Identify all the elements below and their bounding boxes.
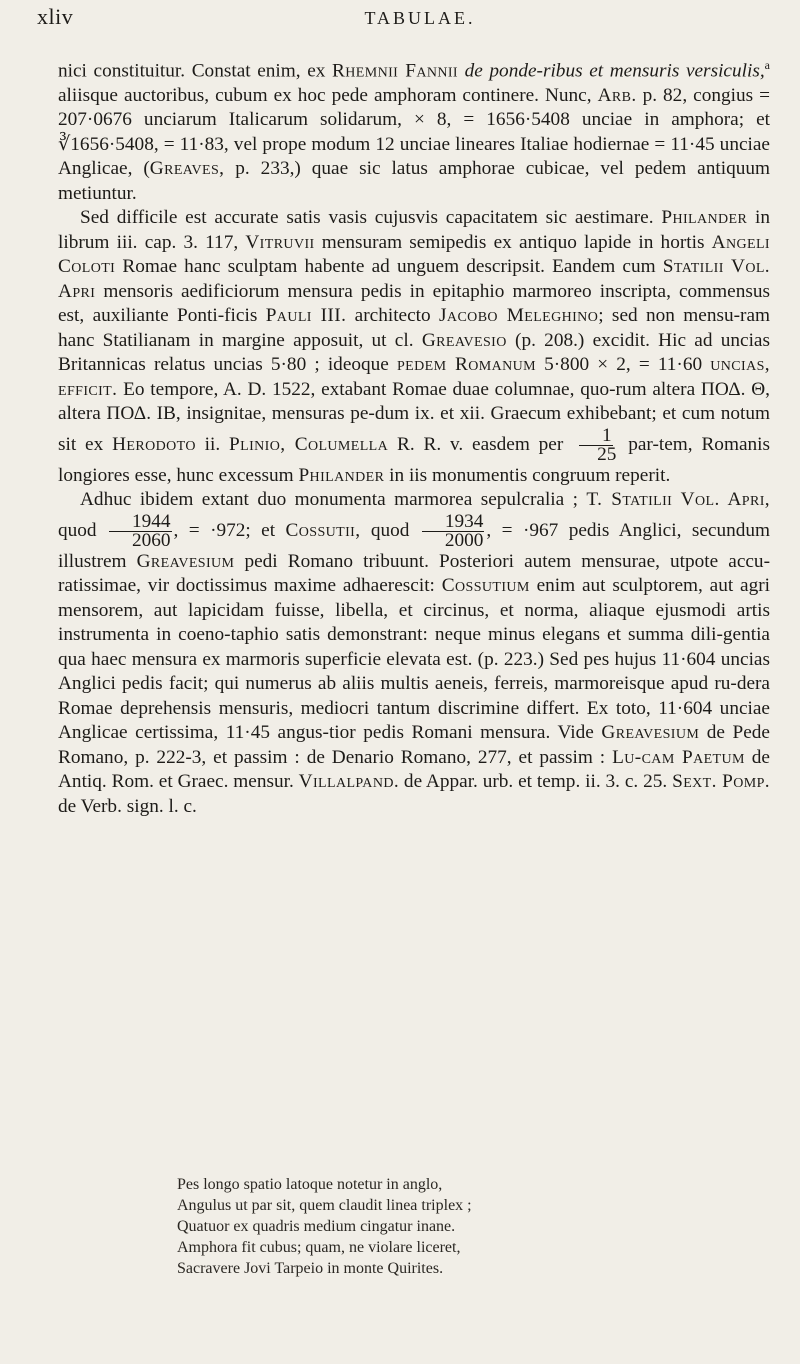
text-run: par-tem, Romanis longiores esse, hunc excessum [58,433,771,486]
text-run: de Pede Romano, p. 222-3, et passim : de Denario Romano, 277, et passim : [58,722,770,768]
emphasis-term: uncias, efficit. [58,354,770,400]
text-run: mensoris aedificiorum mensura pedis in epitaphio marmoreo inscripta, commensus est, auxiliante Ponti-ficis [58,280,770,327]
verse-line: Amphora fit cubus; quam, ne violare liceret, [177,1239,461,1256]
fraction-numerator: 1 [579,427,613,446]
fraction [574,424,617,465]
author-name: Herodoto [112,433,196,455]
paragraph-3 [58,488,770,819]
running-head: TABULAE. [364,8,476,28]
text-run: enim aut sculptorem, aut agri mensorem, aut lapicidam fuisse, libella, et circinus, et norma, aliaque ejusmodi artis instrumenta in coeno-taphio satis demonstrant: neque minus elegans et summa dili-gentia qua haec mensura ex marmoris superficie elevata est. (p. 223.) Sed pes hujus 11·604 uncias Anglici pedis facit; qui numerus ab aliis multis aeneis, ferreis, marmoreisque apud ru-dera Romae deprehensis mensuris, mediocri tantum discrimine differt. Ex toto, 11·604 unciae Anglicae certissima, 11·45 angus-tior pedis Romani mensura. Vide [58,575,770,744]
author-name: Plinio, Columella [229,433,389,455]
author-name: Arb. [597,84,637,106]
person-name: Angeli Coloti [58,231,770,278]
person-name: Statilii Vol. Apri [58,256,770,302]
paragraph-1 [58,53,770,206]
verse-line: Pes longo spatio latoque notetur in anglo, [177,1176,443,1193]
author-name: Philander [298,464,385,486]
text-run: Eo tempore, A. D. 1522, extabant Romae duae columnae, quo-rum altera ΠΟΔ. Θ, altera ΠΟΔ. ΙΒ, insignitae, mensuras pe-dum ix. et xii. Graecum exhibebant; et cum notum sit ex [58,378,770,455]
text-run [458,60,465,81]
fraction [422,510,485,551]
text-run: pedi Romano tribuunt. Posteriori autem mensurae, utpote accu-ratissimae, vir doctissimus maxime adhaerescit: [58,550,770,597]
text-run: architecto [346,305,440,327]
fraction-denominator: 2060 [131,529,171,551]
text-run: ; sed non mensu-ram hanc Statilianam in margine apposuit, ut cl. [58,305,771,351]
text-run: ii. [195,433,230,455]
text-run: , = ·967 pedis Anglici, secundum illustrem [58,519,770,572]
verse-line: Angulus ut par sit, quem claudit linea triplex ; [177,1197,472,1214]
author-name: Villalpand. [298,771,400,793]
person-name: T. Statilii Vol. Apri, [586,489,770,511]
person-name: Cossutii, [285,519,361,541]
text-run: p. 82, congius = 207·0676 unciarum Italicarum solidarum, × 8, = 1656·5408 unciae in amphora; et ∛1656·5408, = 11·83, vel prope modum 12 unciae lineares Italiae hodiernae = 11·45 unciae Anglicae, ( [58,84,770,180]
author-name: Lu-cam Paetum [612,746,745,768]
work-title: de ponde-ribus et mensuris versiculis, [464,60,765,82]
text-run: de Appar. urb. et temp. ii. 3. c. 25. [399,771,673,793]
main-text [58,53,770,819]
fraction-denominator: 2000 [444,529,484,551]
author-name: Greavesium [136,550,235,572]
author-name: Greaves, [149,158,225,180]
paragraph-2 [58,206,770,488]
text-run: in librum iii. cap. 3. 117, [58,207,770,253]
text-run: Adhuc ibidem extant duo monumenta marmorea sepulcralia ; [80,489,587,511]
text-run: quod [58,519,107,541]
text-run: nici constituitur. Constat enim, ex [58,60,332,82]
verse-block [177,1174,472,1279]
person-name: Cossutium [441,575,530,597]
fraction [109,510,172,551]
author-name: Greavesium [601,722,700,744]
author-name: Vitruvii [245,231,315,253]
text-run: Sed difficile est accurate satis vasis cujusvis capacitatem sic aestimare. [80,207,662,229]
person-name: Pauli III. [265,305,347,327]
text-run: R. R. v. easdem per [388,433,573,455]
text-run: mensuram semipedis ex antiquo lapide in hortis [314,231,712,253]
text-run: de Verb. sign. l. c. [58,795,197,817]
text-run: Romae hanc sculptam habente ad unguem descripsit. Eandem cum [115,256,663,278]
verse-line: Sacravere Jovi Tarpeio in monte Quirites. [177,1260,444,1277]
text-run: 5·800 × 2, = 11·60 [535,354,711,376]
fraction-numerator: 1944 [109,513,172,532]
text-run: quod [360,519,420,541]
author-name: Philander [661,207,748,229]
person-name: Jacobo Meleghino [439,305,599,327]
author-name: Rhemnii Fannii [332,60,458,82]
fraction-numerator: 1934 [422,513,485,532]
page-number: xliv [37,4,74,29]
emphasis-term: pedem Romanum [397,354,536,376]
footnote-marker: a [764,58,770,72]
text-run: p. 233,) quae sic latus amphorae cubicae, vel pedem antiquum metiuntur. [58,158,770,204]
fraction-denominator: 25 [597,443,617,465]
text-run: , = ·972; et [173,519,286,541]
text-run: aliisque auctoribus, cubum ex hoc pede amphoram continere. Nunc, [58,84,598,106]
text-run: (p. 208.) excidit. Hic ad uncias Britannicas relatus uncias 5·80 ; ideoque [58,329,770,376]
text-run: in iis monumentis congruum reperit. [384,464,671,486]
verse-line: Quatuor ex quadris medium cingatur inane. [177,1218,456,1235]
author-name: Greavesio [421,329,507,351]
author-name: Sext. Pomp. [672,771,770,793]
text-run: de Antiq. Rom. et Graec. mensur. [58,746,770,793]
